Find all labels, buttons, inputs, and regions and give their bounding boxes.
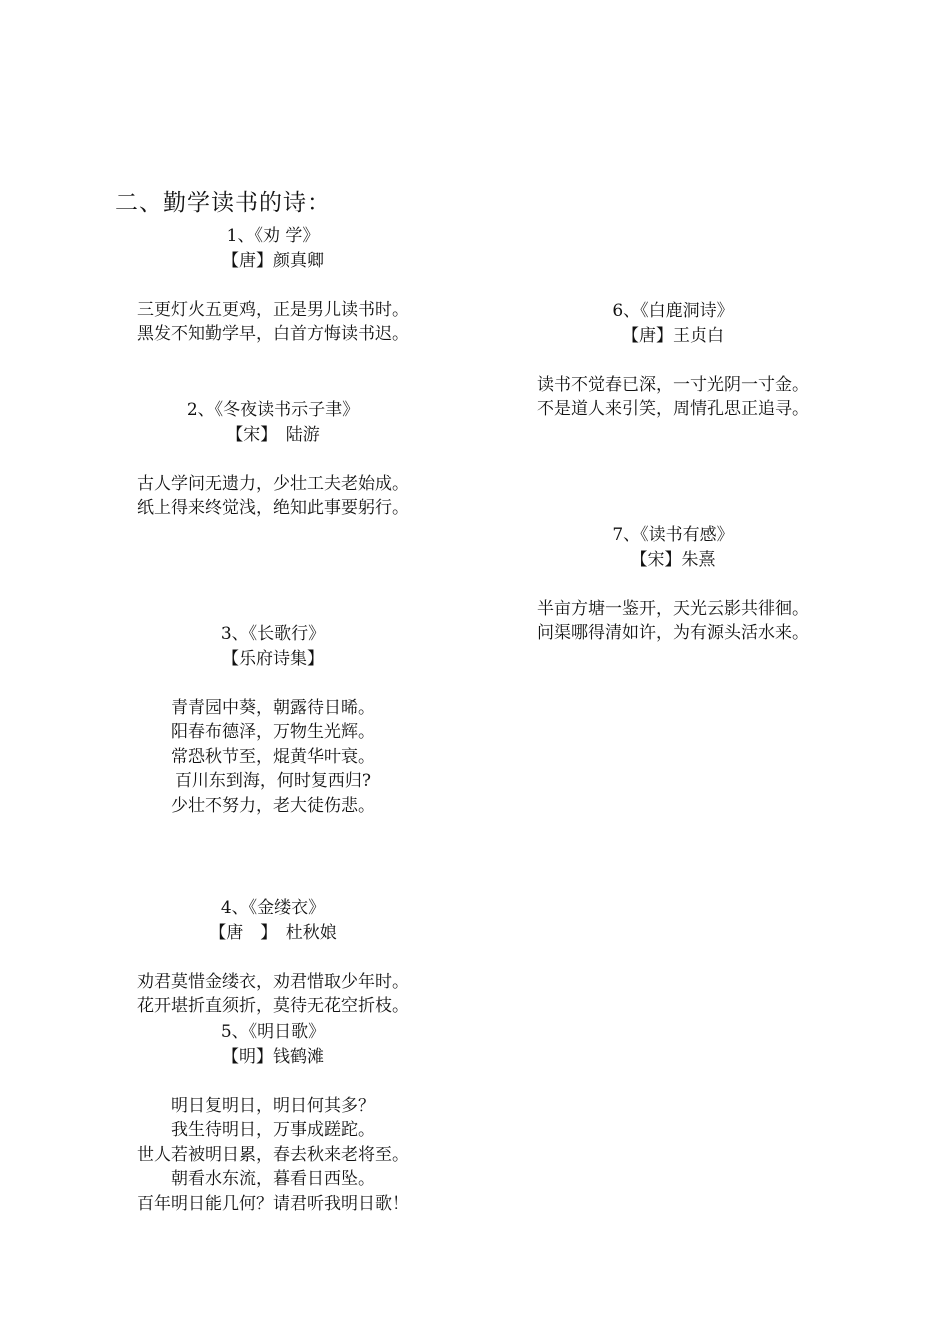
poem-line: 读书不觉春已深，一寸光阴一寸金。 bbox=[537, 374, 809, 395]
section-heading: 二、勤学读书的诗： bbox=[115, 190, 331, 216]
poem-title: 6、《白鹿洞诗》 bbox=[612, 301, 734, 321]
poem-line: 劝君莫惜金缕衣，劝君惜取少年时。 bbox=[137, 971, 409, 992]
poem-title: 2、《冬夜读书示子聿》 bbox=[186, 400, 360, 420]
poem-title: 5、《明日歌》 bbox=[220, 1022, 326, 1042]
poem-author: 【唐】王贞白 bbox=[622, 325, 724, 346]
poem-line: 纸上得来终觉浅，绝知此事要躬行。 bbox=[137, 498, 409, 518]
poem-5 bbox=[98, 1020, 448, 1216]
poem-author: 【明】钱鹤滩 bbox=[222, 1046, 324, 1067]
poem-author: 【唐 】 杜秋娘 bbox=[209, 922, 337, 943]
poem-line: 常恐秋节至，焜黄华叶衰。 bbox=[171, 746, 375, 767]
poem-line: 朝看水东流，暮看日西坠。 bbox=[171, 1169, 375, 1189]
poem-7 bbox=[498, 523, 848, 646]
poem-line: 问渠哪得清如许，为有源头活水来。 bbox=[537, 623, 809, 643]
poem-line: 三更灯火五更鸡，正是男儿读书时。 bbox=[137, 299, 409, 320]
poem-title: 3、《长歌行》 bbox=[220, 624, 326, 644]
poem-line: 世人若被明日累，春去秋来老将至。 bbox=[137, 1144, 409, 1165]
poem-line: 黑发不知勤学早，白首方悔读书迟。 bbox=[137, 324, 409, 344]
poem-author: 【宋】 陆游 bbox=[226, 424, 320, 445]
poem-line: 百年明日能几何？请君听我明日歌！ bbox=[137, 1193, 409, 1214]
poem-line: 花开堪折直须折，莫待无花空折枝。 bbox=[137, 996, 409, 1016]
poem-author: 【乐府诗集】 bbox=[222, 648, 324, 669]
poem-2 bbox=[98, 398, 448, 521]
poem-6 bbox=[498, 299, 848, 422]
poem-4 bbox=[98, 896, 448, 1019]
poem-line: 明日复明日，明日何其多？ bbox=[171, 1095, 375, 1116]
poem-author: 【宋】朱熹 bbox=[630, 549, 716, 570]
poem-line: 百川东到海，何时复西归? bbox=[174, 771, 372, 791]
poem-author: 【唐】颜真卿 bbox=[222, 250, 324, 271]
poem-line: 青青园中葵，朝露待日晞。 bbox=[171, 697, 375, 718]
poem-line: 阳春布德泽，万物生光辉。 bbox=[171, 722, 375, 742]
poem-title: 1、《劝 学》 bbox=[226, 226, 320, 246]
poem-3 bbox=[98, 622, 448, 818]
poem-title: 7、《读书有感》 bbox=[612, 525, 734, 545]
poem-line: 我生待明日，万事成蹉跎。 bbox=[171, 1120, 375, 1140]
poem-title: 4、《金缕衣》 bbox=[220, 898, 326, 918]
poem-line: 不是道人来引笑，周情孔思正追寻。 bbox=[537, 399, 809, 419]
poem-line: 古人学问无遗力，少壮工夫老始成。 bbox=[137, 473, 409, 494]
poem-line: 少壮不努力，老大徒伤悲。 bbox=[171, 795, 375, 816]
poem-1 bbox=[98, 224, 448, 347]
poem-line: 半亩方塘一鉴开，天光云影共徘徊。 bbox=[537, 598, 809, 619]
